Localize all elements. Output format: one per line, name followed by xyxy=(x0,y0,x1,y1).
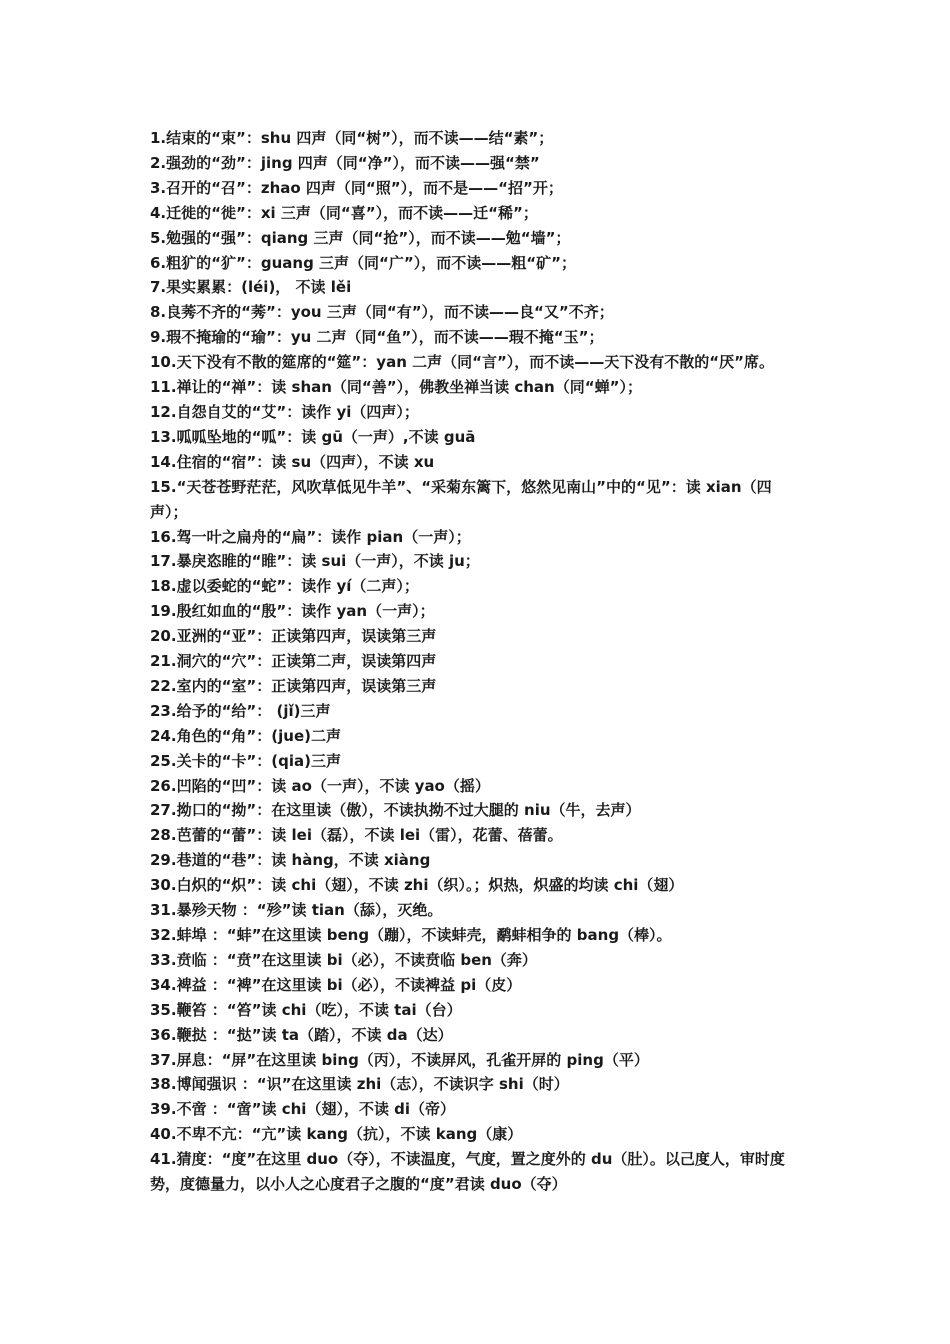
entry-line: 35.鞭笞 ：“笞”读 chi（吃），不读 tai（台） xyxy=(150,1000,462,1019)
entry-line: 41.猜度：“度”在这里 duo（夺），不读温度，气度，置之度外的 du（肚）。以己度人，审时度势，度德量力，以小人之心度君子之腹的“度”君读 duo（夺） xyxy=(150,1150,785,1194)
entry-line: 5.勉强的“强”：qiang 三声（同“抢”），而不读——勉“墙”； xyxy=(150,228,571,247)
entry-line: 38.博闻强识 ：“识”在这里读 zhi（志），不读识字 shi（时） xyxy=(150,1075,569,1094)
entry-line: 19.殷红如血的“殷”：读作 yan（一声）； xyxy=(150,602,435,621)
entry-line: 2.强劲的“劲”：jing 四声（同“净”），而不读——强“禁” xyxy=(150,153,540,172)
entry-line: 4.迁徙的“徙”：xi 三声（同“喜”），而不读——迁“稀”； xyxy=(150,203,538,222)
entry-line: 40.不卑不亢：“亢”读 kang（抗），不读 kang（康） xyxy=(150,1125,523,1144)
entry-line: 22.室内的“室”：正读第四声，误读第三声 xyxy=(150,676,437,695)
entry-line: 16.驾一叶之扁舟的“扁”：读作 pian（一声）； xyxy=(150,527,471,546)
entry-line: 12.自怨自艾的“艾”：读作 yi（四声）； xyxy=(150,402,419,421)
entry-line: 36.鞭挞 ：“挞”读 ta（踏），不读 da（达） xyxy=(150,1025,453,1044)
entry-line: 37.屏息：“屏”在这里读 bing（丙），不读屏风，孔雀开屏的 ping（平） xyxy=(150,1050,649,1069)
entry-line: 15.“天苍苍野茫茫，风吹草低见牛羊”、“采菊东篱下，悠然见南山”中的“见”：读 xian（四声）； xyxy=(150,477,772,521)
entry-line: 10.天下没有不散的筵席的“筵”：yan 二声（同“言”），而不读——天下没有不散的“厌”席。 xyxy=(150,353,775,372)
entry-line: 11.禅让的“禅”：读 shan（同“善”），佛教坐禅当读 chan（同“蝉”）； xyxy=(150,378,642,397)
entry-line: 6.粗犷的“犷”：guang 三声（同“广”），而不读——粗“矿”； xyxy=(150,253,576,272)
entry-line: 9.瑕不掩瑜的“瑜”：yu 二声（同“鱼”），而不读——瑕不掩“玉”； xyxy=(150,328,604,347)
entry-line: 8.良莠不齐的“莠”：you 三声（同“有”），而不读——良“又”不齐； xyxy=(150,303,614,322)
entry-line: 7.果实累累：(léi)， 不读 lěi xyxy=(150,278,352,297)
entry-line: 3.召开的“召”：zhao 四声（同“照”），而不是——“招”开； xyxy=(150,178,563,197)
entry-line: 39.不啻 ：“啻”读 chi（翅），不读 di（帝） xyxy=(150,1100,456,1119)
entry-line: 21.洞穴的“穴”：正读第二声，误读第四声 xyxy=(150,652,437,671)
entry-line: 14.住宿的“宿”：读 su（四声），不读 xu xyxy=(150,452,435,471)
entry-line: 24.角色的“角”：(jue)二声 xyxy=(150,726,341,745)
entry-line: 27.拗口的“拗”：在这里读（傲），不读执拗不过大腿的 niu（牛，去声） xyxy=(150,801,641,820)
entry-line: 18.虚以委蛇的“蛇”：读作 yí（二声）； xyxy=(150,577,419,596)
entry-line: 33.贲临 ：“贲”在这里读 bi（必），不读贲临 ben（奔） xyxy=(150,950,537,969)
entry-line: 25.关卡的“卡”：(qia)三声 xyxy=(150,751,342,770)
document-body xyxy=(150,126,805,1197)
entry-line: 20.亚洲的“亚”：正读第四声，误读第三声 xyxy=(150,627,437,646)
entry-line: 13.呱呱坠地的“呱”：读 gū（一声）,不读 guā xyxy=(150,427,476,446)
entry-line: 34.裨益 ：“裨”在这里读 bi（必），不读裨益 pi（皮） xyxy=(150,975,522,994)
entry-line: 23.给予的“给”： (jǐ)三声 xyxy=(150,701,331,720)
entry-line: 28.芭蕾的“蕾”：读 lei（磊），不读 lei（雷），花蕾、蓓蕾。 xyxy=(150,826,563,845)
entry-line: 30.白炽的“炽”：读 chi（翅），不读 zhi（织）。；炽热，炽盛的均读 chi（翅） xyxy=(150,876,684,895)
entry-line: 29.巷道的“巷”：读 hàng，不读 xiàng xyxy=(150,851,431,870)
entry-line: 17.暴戾恣睢的“睢”：读 sui（一声），不读 ju； xyxy=(150,552,480,571)
entry-line: 1.结束的“束”：shu 四声（同“树”），而不读——结“素”； xyxy=(150,129,554,147)
entry-line: 31.暴殄天物 ：“殄”读 tian（舔），灭绝。 xyxy=(150,901,443,920)
entry-line: 32.蚌埠 ：“蚌”在这里读 beng（蹦），不读蚌壳，鹬蚌相争的 bang（棒）。 xyxy=(150,926,672,944)
entry-line: 26.凹陷的“凹”：读 ao（一声），不读 yao（摇） xyxy=(150,776,490,795)
